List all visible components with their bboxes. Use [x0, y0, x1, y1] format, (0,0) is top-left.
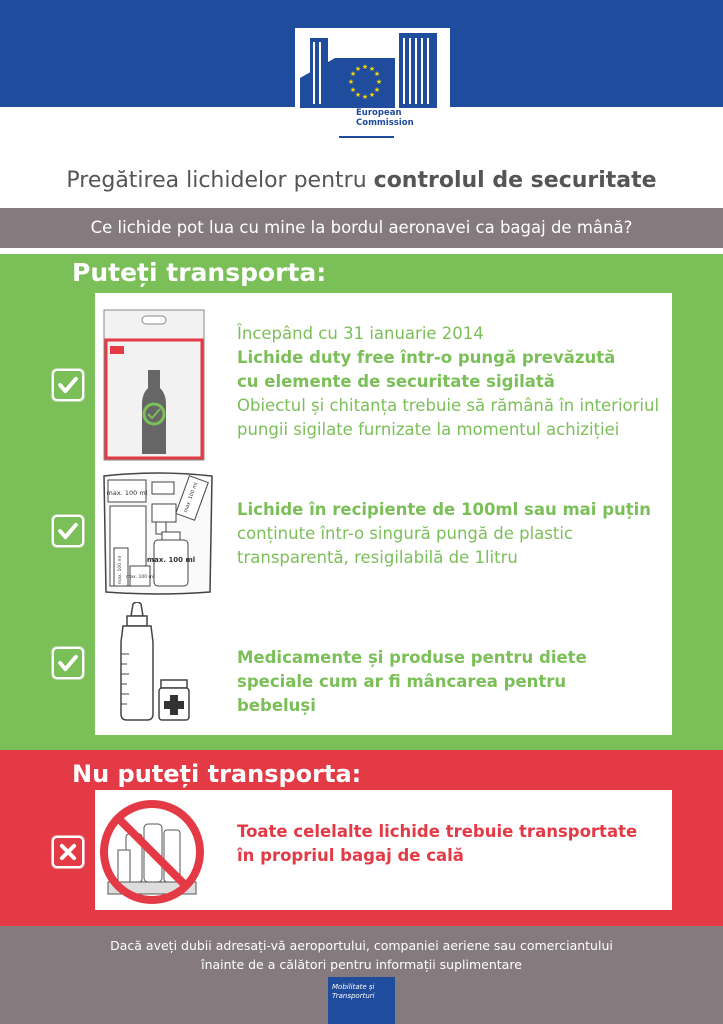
logo-underline — [339, 136, 394, 138]
forbidden-heading: Nu puteți transporta: — [72, 760, 362, 788]
svg-text:★: ★ — [354, 91, 362, 99]
svg-text:★: ★ — [347, 78, 355, 86]
svg-text:★: ★ — [354, 65, 362, 73]
svg-text:max. 100 ml: max. 100 ml — [106, 489, 148, 497]
svg-text:★: ★ — [361, 63, 369, 71]
svg-text:★: ★ — [368, 65, 376, 73]
footer-note: Dacă aveți dubii adresați-vă aeroportului, companiei aeriene sau comerciantului înainte de a călători pentru informații suplimentare — [110, 938, 613, 972]
allowed-heading: Puteți transporta: — [72, 258, 327, 287]
subtitle-bar: Ce lichide pot lua cu mine la bordul aeronavei ca bagaj de mână? — [0, 208, 723, 248]
svg-text:★: ★ — [349, 70, 357, 78]
svg-text:★: ★ — [361, 93, 369, 101]
svg-text:★: ★ — [373, 70, 381, 78]
page-title: Pregătirea lichidelor pentru controlul de securitate — [66, 168, 657, 193]
sealed-bag-icon — [102, 308, 206, 462]
svg-text:max. 100 ml: max. 100 ml — [146, 556, 196, 564]
mobility-transport-logo: Mobilitate și Transporturi — [328, 977, 395, 1024]
svg-text:★: ★ — [373, 86, 381, 94]
item-100ml-text: Lichide în recipiente de 100ml sau mai puțin conținute într-o singură pungă de plastic transparentă, resigilabilă de 1litru — [237, 500, 652, 567]
logo-text: European Commission — [356, 108, 414, 128]
forbidden-text: Toate celelalte lichide trebuie transportate în propriul bagaj de cală — [237, 822, 638, 865]
svg-text:★: ★ — [375, 78, 383, 86]
plastic-bag-icon — [102, 470, 214, 595]
check-icon — [52, 369, 84, 401]
svg-text:★: ★ — [368, 91, 376, 99]
svg-text:★: ★ — [349, 86, 357, 94]
item-medicine-text: Medicamente și produse pentru diete speciale cum ar fi mâncarea pentru bebeluși — [237, 648, 587, 715]
cross-icon — [52, 836, 84, 868]
svg-text:max. 100 ml: max. 100 ml — [118, 555, 123, 585]
check-icon — [52, 515, 84, 547]
baby-bottle-and-medicine-icon — [115, 602, 195, 722]
svg-text:max. 100 ml: max. 100 ml — [182, 481, 200, 514]
item-duty-free-text: Începând cu 31 ianuarie 2014 Lichide duty free într-o pungă prevăzută cu elemente de securitate sigilată Obiectul și chitanța trebuie să rămână în interioriul pungii sigilate furnizate la momentul achiziției — [237, 324, 660, 439]
check-icon — [52, 647, 84, 679]
svg-text:max. 100 ml: max. 100 ml — [125, 575, 155, 580]
prohibited-liquids-icon — [98, 798, 206, 906]
